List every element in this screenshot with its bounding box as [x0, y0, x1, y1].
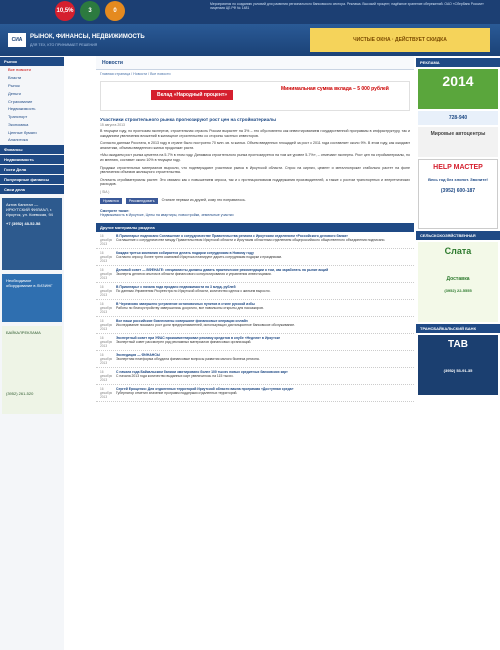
- ad-help-master[interactable]: [418, 159, 498, 229]
- banner-offer: Вклад «Народный процент»: [151, 90, 233, 100]
- sidebar-section-own[interactable]: Свои дела: [0, 185, 64, 194]
- ad-baikal-title: БАЙКАЛРЕКЛАМА: [6, 329, 41, 335]
- help-master-title: HELP МАСТЕР: [433, 164, 483, 171]
- news-date: 16 декабря 2013: [100, 335, 113, 348]
- site-logo[interactable]: СИА: [8, 33, 26, 47]
- news-date: 16 декабря 2013: [100, 386, 113, 399]
- news-text: Экспертный совет рассмотрел ряд рекламных материалов финансовых организаций.: [116, 340, 252, 345]
- share-button[interactable]: Рекомендовать: [126, 198, 158, 204]
- news-list: [96, 232, 414, 402]
- news-text: Губернатор отметил значение программ поддержки отдаленных территорий.: [116, 391, 238, 396]
- sidebar: [0, 56, 64, 650]
- list-item[interactable]: [96, 317, 414, 334]
- site-header: [0, 24, 500, 56]
- ad-autocenter[interactable]: Мировые автоцентры: [418, 127, 498, 157]
- sidebar-item[interactable]: Транспорт: [8, 114, 28, 120]
- article-paragraph: Согласно данным Росстата, в 2013 году в стране было построено 70 млн. кв. м жилья. Объем введенных площадей за рост с 2011 года составляет около 9%. В этом году, как ожидают аналитики, объемы введенного жилья продолжат расти.: [100, 141, 410, 150]
- article-paragraph: Отличить стройматериалы растет. Это связано как с повышением спроса, так и с протекционизмом поддержания производителей, а также с ростом транспортных и энергетических расходов.: [100, 177, 410, 187]
- list-item[interactable]: [96, 266, 414, 283]
- news-title[interactable]: Все наши российские бизнесмены совершают финансовые операции онлайн: [116, 318, 248, 323]
- list-item[interactable]: [96, 232, 414, 249]
- header-ad[interactable]: ЧИСТЫЕ ОКНА · ДЕЙСТВУЕТ СКИДКА: [310, 28, 490, 52]
- article-banner[interactable]: [100, 81, 410, 111]
- ad-slata[interactable]: [418, 242, 498, 322]
- list-item[interactable]: [96, 368, 414, 385]
- related-news-heading: Другие материалы раздела: [96, 223, 414, 232]
- ad-bank-phone: +7 (3952) 48-52-58: [6, 220, 41, 226]
- news-title[interactable]: Сергей Ерощенко: Для отдаленных территорий Иркутской области важна программа «Доступная среда»: [116, 386, 294, 391]
- ad-bank-text: Актив Капитал — ИРКУТСКИЙ ФИЛИАЛ, г. Иркутск, ул. Киевская, 94: [6, 201, 53, 217]
- tav-phone: (3952) 53-91-35: [443, 368, 473, 373]
- article-paragraph: «Мы ожидаем рост рынка цемента на 5-7% в этом году. Динамика строительного рынка прогнозируется на том же уровне 5-7%», – отмечают эксперты. Рост цен на стройматериалы, по их мнению, составит около 10% в текущем году.: [100, 153, 410, 162]
- news-text: По данным Управления Росреестра по Иркутской области, количество сделок с жильем выросло.: [116, 289, 271, 294]
- ad-tav[interactable]: [418, 335, 498, 395]
- news-text: Соглашение о сотрудничестве между Правительством Иркутской области и Иркутским областным отделением общероссийского общественного объединения подписано.: [116, 238, 386, 243]
- tab-news[interactable]: Новости: [96, 56, 414, 70]
- share-bar: [96, 195, 414, 207]
- list-item[interactable]: [96, 351, 414, 368]
- news-title[interactable]: Каждая третья компания собирается делать подарки сотрудникам в Новому году: [116, 250, 254, 255]
- see-also: [96, 207, 414, 219]
- site-title: РЫНОК, ФИНАНСЫ, НЕДВИЖИМОСТЬ: [30, 34, 145, 40]
- like-button[interactable]: Нравится: [100, 198, 122, 204]
- news-text: Эксперты делятся опытом в области финансового консультирования и управления инвестициями.: [116, 272, 272, 277]
- sidebar-section-finance[interactable]: Финансы: [0, 145, 64, 154]
- ad-phone[interactable]: 728-940: [418, 111, 498, 125]
- news-title[interactable]: В Черемхово завершено устранение остановочных пунктов в стиле русской избы: [116, 301, 255, 306]
- sidebar-ad-baikal[interactable]: [2, 326, 62, 414]
- term-badge: 3: [80, 1, 100, 21]
- bank-heading: ТРАНСБАЙКАЛЬСКИЙ БАНК: [416, 324, 500, 333]
- sidebar-item[interactable]: Власти: [8, 75, 22, 81]
- rate-badge: 10,5%: [55, 1, 75, 21]
- fee-badge: 0: [105, 1, 125, 21]
- news-title[interactable]: С начала года Байкальским банком эмитировано более 100 тысяч новых кредитных банковских карт: [116, 369, 288, 374]
- news-date: 16 декабря 2013: [100, 233, 113, 246]
- news-date: 16 декабря 2013: [100, 267, 113, 280]
- sidebar-section-popular[interactable]: Популярные финансы: [0, 175, 64, 184]
- site-subtitle: ДЛЯ ТЕХ, КТО ПРИНИМАЕТ РЕШЕНИЯ: [30, 43, 98, 47]
- slata-phone: (3952) 22-5555: [444, 288, 472, 293]
- news-text: С начала 2013 года количество выданных карт увеличилось на 115 тысяч.: [116, 374, 234, 379]
- sidebar-item[interactable]: Недвижимость: [8, 106, 36, 112]
- sidebar-section-market[interactable]: Рынок: [0, 57, 64, 66]
- breadcrumb[interactable]: Главная страница / Новости / Все новости: [100, 72, 171, 76]
- share-text: Станьте первым из друзей, кому это понравилось.: [161, 197, 246, 202]
- sidebar-item[interactable]: Аналитика: [8, 137, 28, 143]
- see-also-link[interactable]: Недвижимость в Иркутске, Цены на квартиры, новостройки, земельные участки: [100, 212, 234, 217]
- right-column: [416, 56, 500, 650]
- sidebar-ad-bank[interactable]: [2, 198, 62, 270]
- news-date: 16 декабря 2013: [100, 250, 113, 263]
- list-item[interactable]: [96, 249, 414, 266]
- article-paragraph: В текущем году, по прогнозам экспертов, строительная отрасль России вырастет на 3% – это обусловлено как инвестированием государственной программы в инфраструктуру, так и ожиданием увеличения вложений в жилищное строительство со стороны частных инвесторов.: [100, 129, 410, 138]
- sidebar-ad-leasing[interactable]: Необходимое оборудование в ЛИЗИНГ: [2, 274, 62, 322]
- ad-baikal-phone: (3952) 261-520: [6, 390, 34, 396]
- sidebar-section-realty[interactable]: Недвижимость: [0, 155, 64, 164]
- sidebar-item[interactable]: Рынок: [8, 82, 20, 88]
- sidebar-item[interactable]: Страхование: [8, 98, 33, 104]
- article-date: 15 августа 2013: [100, 123, 125, 127]
- news-title[interactable]: Деловой совет — ВФЕНАГЕ: специалисты должны давать практические рекомендации о том, как заработать на рынке акций: [116, 267, 329, 272]
- article-source: ( SIA ): [100, 189, 110, 194]
- help-master-text: Весь год без хлопот. Звоните!: [428, 177, 488, 182]
- sidebar-item[interactable]: Ценные бумаги: [8, 129, 37, 135]
- news-date: 16 декабря 2013: [100, 318, 113, 331]
- banner-minimum: Минимальная сумма вклада – 5 000 рублей: [281, 86, 389, 92]
- news-title[interactable]: В Приангарье подписано Соглашение о сотрудничестве Правительства региона с Иркутским отделением «Российского делового банка»: [116, 233, 349, 238]
- slata-sub: Доставка: [446, 276, 470, 282]
- list-item[interactable]: [96, 334, 414, 351]
- list-item[interactable]: [96, 385, 414, 402]
- article-title: Участники строительного рынка прогнозируют рост цен на стройматериалы: [100, 117, 277, 122]
- news-date: 16 декабря 2013: [100, 301, 113, 314]
- list-item[interactable]: [96, 283, 414, 300]
- article-body: [96, 128, 414, 189]
- news-text: Работы по благоустройству завершились досрочно, все павильоны открыты для пассажиров.: [116, 306, 264, 311]
- news-date: 16 декабря 2013: [100, 369, 113, 382]
- banner-text: Мероприятия по созданию условий для развития регионального банковского сектора. Реклама. Высокий процент, надёжное хранение сбережений. ОАО «Сбербанк России» лицензия ЦБ РФ № 1481: [210, 2, 484, 11]
- news-text: Экспертная платформа обсудила финансовые вопросы развития малого бизнеса региона.: [116, 357, 260, 362]
- news-title[interactable]: Экспедиция — ФИНАНСЫ: [116, 352, 160, 357]
- sidebar-section-guests[interactable]: Гости Дела: [0, 165, 64, 174]
- news-title[interactable]: Экспертный совет при УФАС прокомментировал рекламу кредитов в клубе «Неделя» в Иркутске: [116, 335, 281, 340]
- news-date: 16 декабря 2013: [100, 352, 113, 365]
- ad-2014[interactable]: 2014: [418, 69, 498, 109]
- help-master-phone: (3952) 600-187: [440, 188, 476, 194]
- news-date: 16 декабря 2013: [100, 284, 113, 297]
- tav-title: ТАВ: [448, 339, 468, 350]
- news-text: Согласно опросу, более трети компаний Иркутска планируют дарить сотрудникам подарки к праздникам.: [116, 255, 282, 260]
- top-banner[interactable]: [0, 0, 500, 24]
- slata-title: Слата: [444, 246, 472, 256]
- agri-heading: СЕЛЬСКОХОЗЯЙСТВЕННАЯ: [416, 231, 500, 240]
- sidebar-item[interactable]: Все новости: [8, 67, 31, 73]
- list-item[interactable]: [96, 300, 414, 317]
- news-title[interactable]: В Приангарье с начала года продано недвижимости на 3 млрд. рублей: [116, 284, 236, 289]
- sidebar-item[interactable]: Экономика: [8, 121, 29, 127]
- ads-heading: РЕКЛАМА: [416, 58, 500, 67]
- article-paragraph: Продажи строительных материалов выросли, что подтверждают участники рынка в Иркутской области. Спрос на кирпич, цемент и металлопрокат стабильно растет на фоне увеличения объемов жилищного строительства.: [100, 165, 410, 175]
- sidebar-item[interactable]: Деньги: [8, 90, 21, 96]
- news-text: Исследование показало рост доли предпринимателей, использующих дистанционное банковское обслуживание.: [116, 323, 296, 328]
- see-also-title: Смотрите также:: [100, 208, 130, 213]
- main-content: [96, 56, 414, 650]
